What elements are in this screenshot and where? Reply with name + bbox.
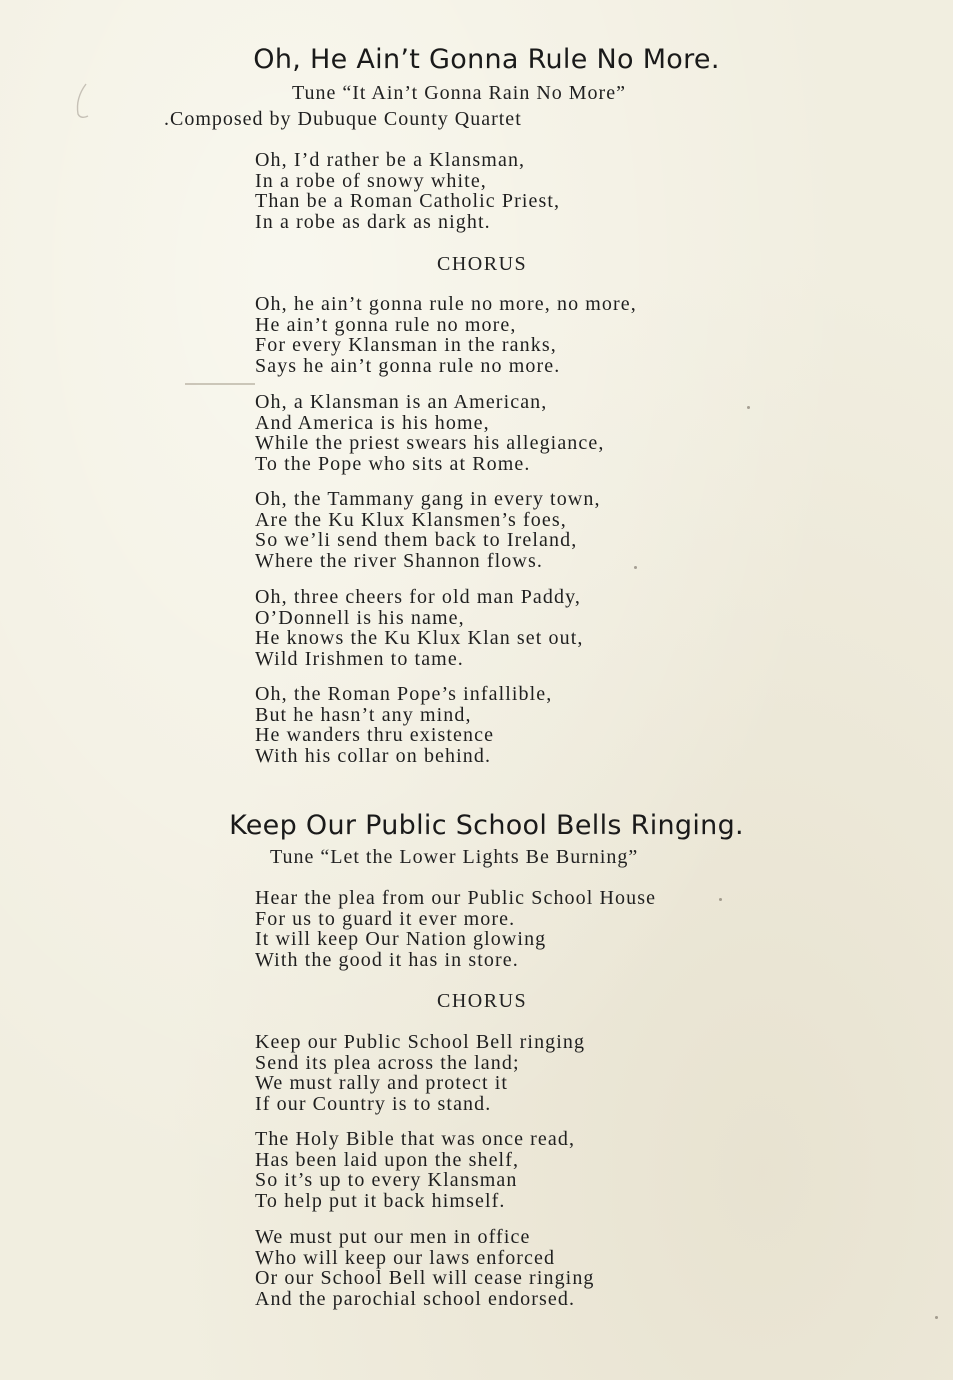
paper-speck <box>935 1316 938 1319</box>
chorus-heading: CHORUS <box>437 253 528 275</box>
verse-line: O’Donnell is his name, <box>255 606 465 629</box>
verse-line: With the good it has in store. <box>255 948 519 971</box>
verse-line: Oh, I’d rather be a Klansman, <box>255 149 526 171</box>
verse-line: Send its plea across the land; <box>255 1051 520 1074</box>
verse-stanza <box>255 392 604 474</box>
verse-line: Oh, he ain’t gonna rule no more, no more, <box>255 293 637 315</box>
verse-stanza <box>255 1227 595 1309</box>
verse-line: For every Klansman in the ranks, <box>255 334 557 357</box>
verse-line: Hear the plea from our Public School House <box>255 887 657 909</box>
verse-line: Oh, a Klansman is an American, <box>255 391 548 413</box>
verse-line: Are the Ku Klux Klansmen’s foes, <box>255 508 567 531</box>
paper-speck <box>634 566 637 569</box>
verse-line: We must put our men in office <box>255 1226 531 1248</box>
verse-line: And America is his home, <box>255 411 490 434</box>
chorus-stanza <box>255 294 637 376</box>
verse-line: The Holy Bible that was once read, <box>255 1128 576 1150</box>
verse-stanza <box>255 489 601 571</box>
verse-line: Oh, three cheers for old man Paddy, <box>255 586 581 608</box>
verse-line: Keep our Public School Bell ringing <box>255 1031 586 1053</box>
verse-line: So it’s up to every Klansman <box>255 1169 518 1192</box>
verse-line: But he hasn’t any mind, <box>255 703 472 726</box>
song-title: Keep Our Public School Bells Ringing. <box>229 810 744 841</box>
verse-line: With his collar on behind. <box>255 744 492 767</box>
verse-line: While the priest swears his allegiance, <box>255 432 605 455</box>
verse-line: He ain’t gonna rule no more, <box>255 313 517 336</box>
verse-stanza <box>255 587 583 669</box>
verse-line: Or our School Bell will cease ringing <box>255 1267 595 1290</box>
verse-line: Wild Irishmen to tame. <box>255 647 464 670</box>
verse-line: For us to guard it ever more. <box>255 907 516 930</box>
paper-speck <box>747 406 750 409</box>
verse-line: Says he ain’t gonna rule no more. <box>255 354 561 377</box>
song-tune: Tune “It Ain’t Gonna Rain No More” <box>292 82 626 104</box>
verse-line: So we’li send them back to Ireland, <box>255 529 578 552</box>
verse-stanza <box>255 684 552 766</box>
verse-line: He wanders thru existence <box>255 724 495 747</box>
verse-line: He knows the Ku Klux Klan set out, <box>255 627 584 650</box>
song-title: Oh, He Ain’t Gonna Rule No More. <box>253 44 720 75</box>
verse-line: Than be a Roman Catholic Priest, <box>255 190 561 213</box>
verse-stanza <box>255 888 656 970</box>
pencil-underline <box>185 383 255 385</box>
song-composer: .Composed by Dubuque County Quartet <box>164 108 522 130</box>
verse-line: Oh, the Tammany gang in every town, <box>255 488 601 510</box>
verse-line: Where the river Shannon flows. <box>255 549 543 572</box>
verse-line: And the parochial school endorsed. <box>255 1287 576 1310</box>
verse-line: Who will keep our laws enforced <box>255 1246 556 1269</box>
verse-line: Oh, the Roman Pope’s infallible, <box>255 683 553 705</box>
verse-line: In a robe of snowy white, <box>255 169 487 192</box>
verse-line: To help put it back himself. <box>255 1189 506 1212</box>
verse-line: In a robe as dark as night. <box>255 210 491 233</box>
verse-line: If our Country is to stand. <box>255 1092 492 1115</box>
verse-line: It will keep Our Nation glowing <box>255 928 547 951</box>
song-tune: Tune “Let the Lower Lights Be Burning” <box>270 846 639 868</box>
verse-line: To the Pope who sits at Rome. <box>255 452 531 475</box>
verse-stanza <box>255 1129 575 1211</box>
verse-line: We must rally and protect it <box>255 1072 509 1095</box>
pencil-mark-icon <box>72 82 92 122</box>
paper-speck <box>719 898 722 901</box>
chorus-stanza <box>255 1032 585 1114</box>
verse-stanza <box>255 150 560 232</box>
verse-line: Has been laid upon the shelf, <box>255 1148 520 1171</box>
chorus-heading: CHORUS <box>437 990 528 1012</box>
